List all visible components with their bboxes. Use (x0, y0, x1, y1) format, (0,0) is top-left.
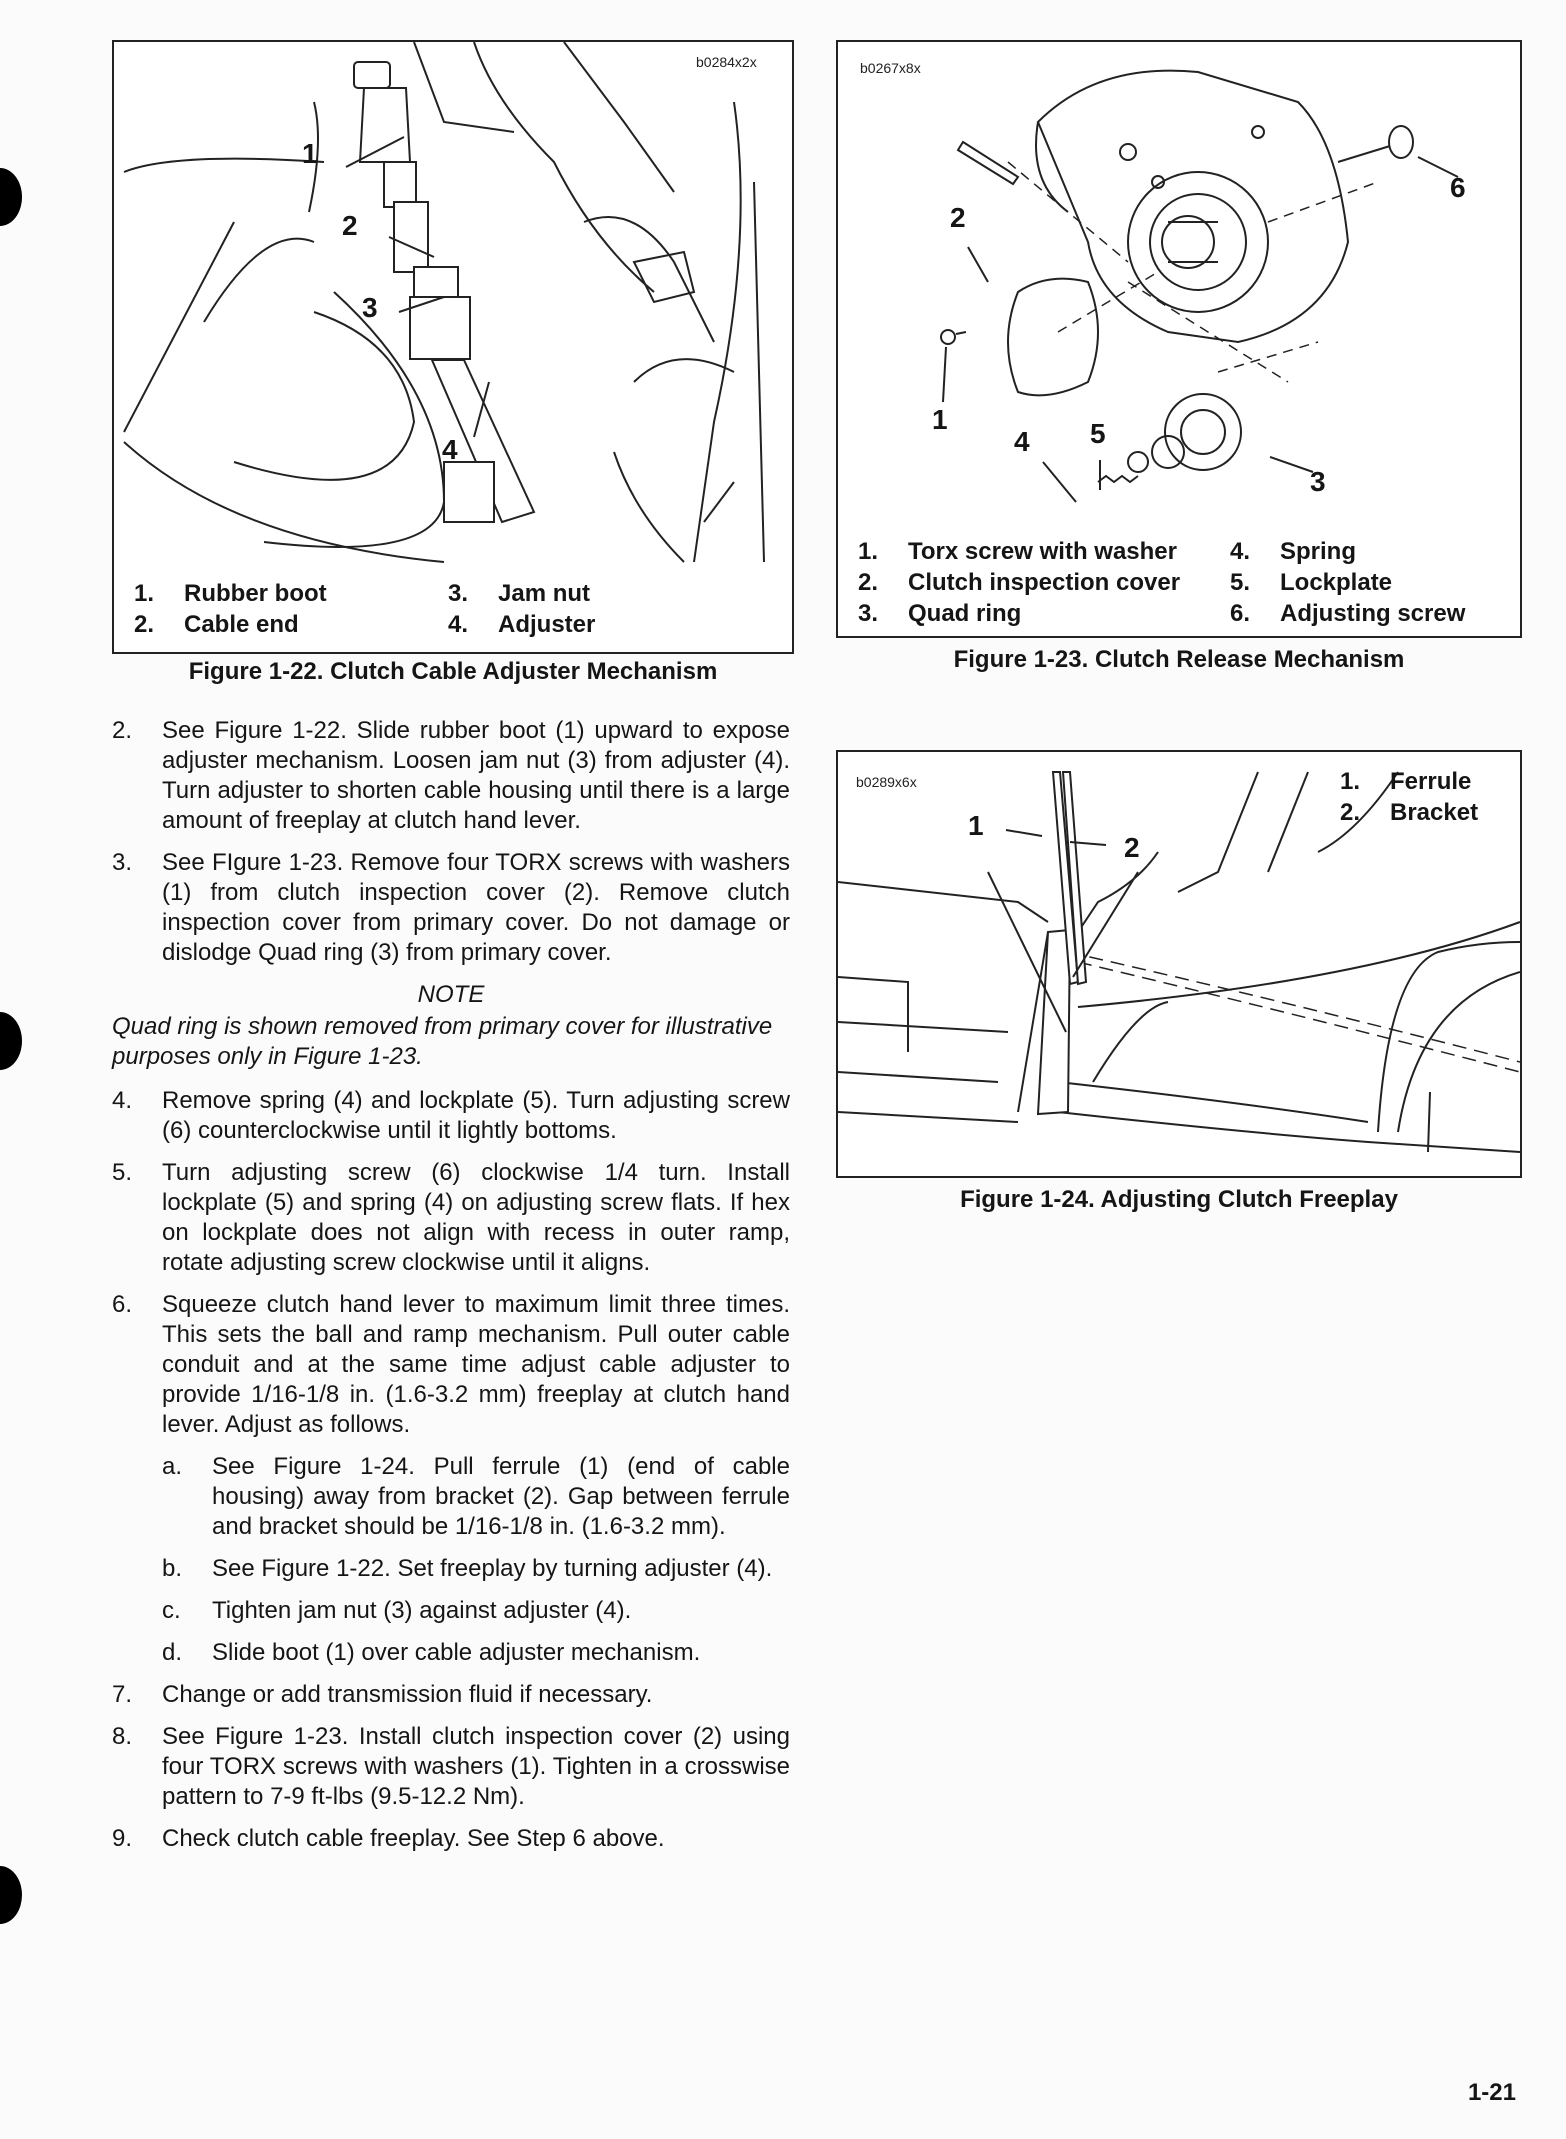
legend-label-bracket: Bracket (1390, 799, 1479, 826)
step-number: 2. (112, 717, 133, 744)
legend-label-adjusting-screw: Adjusting screw (1280, 600, 1466, 627)
step-6 (112, 1290, 790, 1440)
figure-legend (1340, 766, 1510, 828)
step-5 (112, 1158, 790, 1278)
step-number: 8. (112, 1723, 133, 1750)
figure-1-22-caption: Figure 1-22. Clutch Cable Adjuster Mechanism (188, 658, 718, 685)
step-number: 7. (112, 1681, 133, 1708)
substep-text: Tighten jam nut (3) against adjuster (4). (212, 1597, 632, 1624)
callout-2: 2 (1124, 832, 1140, 863)
binder-hole-top (0, 168, 22, 226)
substep-text: See Figure 1-24. Pull ferrule (1) (end of cable housing) away from bracket (2). Gap between ferrule and bracket should be 1/16-1/8 in. (1.6-3.2 mm). (212, 1453, 790, 1540)
clutch-cable-adjuster-illustration (114, 42, 792, 582)
legend-num: 2. (858, 569, 879, 596)
figure-code: b0267x8x (860, 60, 921, 76)
step-9 (112, 1824, 790, 1854)
step-number: 5. (112, 1159, 133, 1186)
step-7 (112, 1680, 790, 1710)
step-number: 9. (112, 1825, 133, 1852)
step-8 (112, 1722, 790, 1812)
callout-1: 1 (932, 404, 948, 435)
step-text: Change or add transmission fluid if necessary. (162, 1681, 653, 1708)
figure-legend (134, 578, 774, 640)
step-4 (112, 1086, 790, 1146)
legend-label-ferrule: Ferrule (1390, 768, 1472, 795)
legend-num: 1. (858, 538, 879, 565)
figure-code: b0289x6x (856, 774, 917, 790)
figure-1-24-caption: Figure 1-24. Adjusting Clutch Freeplay (960, 1186, 1398, 1213)
legend-label-rubber-boot: Rubber boot (184, 580, 327, 607)
legend-num: 4. (1230, 538, 1251, 565)
legend-num: 3. (858, 600, 879, 627)
step-number: 6. (112, 1291, 133, 1318)
legend-num: 5. (1230, 569, 1251, 596)
step-text: See Figure 1-23. Install clutch inspection cover (2) using four TORX screws with washers (1). Tighten in a crosswise pattern to 7-9 ft-lbs (9.5-12.2 Nm). (162, 1723, 790, 1810)
legend-num: 2. (1340, 799, 1361, 826)
legend-label-inspection-cover: Clutch inspection cover (908, 569, 1181, 596)
legend-label-spring: Spring (1280, 538, 1356, 565)
callout-5: 5 (1090, 418, 1106, 449)
substep-b (162, 1554, 790, 1584)
step-text: Turn adjusting screw (6) clockwise 1/4 turn. Install lockplate (5) and spring (4) on adjusting screw flats. If hex on lockplate does not align with recess in outer ramp, rotate adjusting screw clockwise until it aligns. (162, 1159, 790, 1276)
figure-1-23-caption: Figure 1-23. Clutch Release Mechanism (953, 646, 1405, 673)
substep-letter: a. (162, 1453, 183, 1480)
step-2 (112, 716, 790, 836)
step-text: See Figure 1-22. Slide rubber boot (1) upward to expose adjuster mechanism. Loosen jam nut (3) from adjuster (4). Turn adjuster to shorten cable housing until there is a large amount of freeplay at clutch hand lever. (162, 717, 790, 834)
legend-num: 1. (1340, 768, 1361, 795)
figure-1-23 (836, 40, 1522, 638)
substep-letter: d. (162, 1639, 183, 1666)
callout-2: 2 (950, 202, 966, 233)
step-3 (112, 848, 790, 968)
legend-num: 6. (1230, 600, 1251, 627)
substep-letter: c. (162, 1597, 181, 1624)
step-number: 4. (112, 1087, 133, 1114)
step-text: Remove spring (4) and lockplate (5). Turn adjusting screw (6) counterclockwise until it lightly bottoms. (162, 1087, 790, 1144)
step-number: 3. (112, 849, 133, 876)
binder-hole-middle (0, 1012, 22, 1070)
figure-legend (858, 536, 1508, 629)
substep-text: See Figure 1-22. Set freeplay by turning adjuster (4). (212, 1555, 773, 1582)
step-text: Check clutch cable freeplay. See Step 6 above. (162, 1825, 665, 1852)
legend-label-adjuster: Adjuster (498, 611, 596, 638)
substep-c (162, 1596, 790, 1626)
substep-a (162, 1452, 790, 1542)
step-text: Squeeze clutch hand lever to maximum limit three times. This sets the ball and ramp mechanism. Pull outer cable conduit and at the same time adjust cable adjuster to provide 1/16-1/8 in. (1.6-3.2 mm) freeplay at clutch hand lever. Adjust as follows. (162, 1291, 790, 1438)
figure-1-22 (112, 40, 794, 654)
legend-label-torx-screw: Torx screw with washer (908, 538, 1177, 565)
legend-label-cable-end: Cable end (184, 611, 299, 638)
binder-hole-bottom (0, 1866, 22, 1924)
callout-2: 2 (342, 210, 358, 241)
callout-3: 3 (362, 292, 378, 323)
note-text: Quad ring is shown removed from primary cover for illustrative purposes only in Figure 1-23. (112, 1013, 773, 1070)
legend-num: 2. (134, 611, 155, 638)
callout-4: 4 (442, 434, 458, 465)
legend-num: 3. (448, 580, 469, 607)
note-heading: NOTE (417, 981, 485, 1008)
callout-3: 3 (1310, 466, 1326, 497)
legend-num: 1. (134, 580, 155, 607)
figure-code: b0284x2x (696, 54, 757, 70)
legend-label-jam-nut: Jam nut (498, 580, 591, 607)
legend-num: 4. (448, 611, 469, 638)
callout-4: 4 (1014, 426, 1030, 457)
callout-6: 6 (1450, 172, 1466, 203)
page-number: 1-21 (1467, 2079, 1516, 2106)
legend-label-lockplate: Lockplate (1280, 569, 1393, 596)
substep-d (162, 1638, 790, 1668)
clutch-release-illustration (838, 42, 1520, 542)
figure-1-24 (836, 750, 1522, 1178)
procedure-steps (112, 716, 790, 1866)
legend-label-quad-ring: Quad ring (908, 600, 1022, 627)
substep-letter: b. (162, 1555, 183, 1582)
callout-1: 1 (302, 138, 318, 169)
callout-1: 1 (968, 810, 984, 841)
substep-text: Slide boot (1) over cable adjuster mechanism. (212, 1639, 701, 1666)
step-text: See FIgure 1-23. Remove four TORX screws with washers (1) from clutch inspection cover (2). Remove clutch inspection cover from primary cover. Do not damage or dislodge Quad ring (3) from primary cover. (162, 849, 790, 966)
